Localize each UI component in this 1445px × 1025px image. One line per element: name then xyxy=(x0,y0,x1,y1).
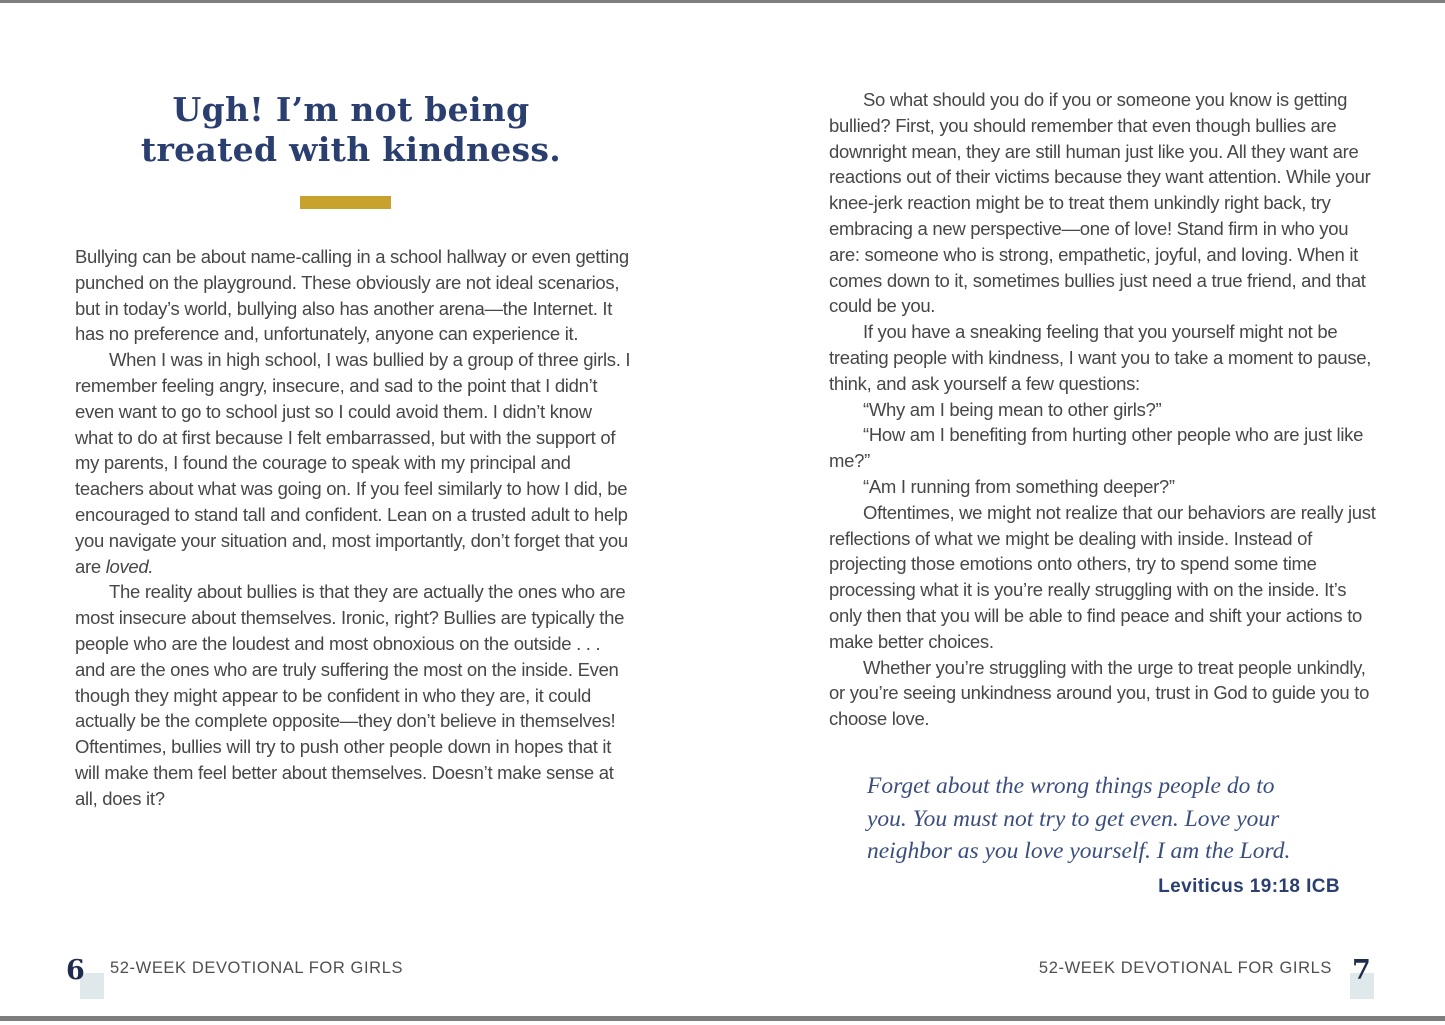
scripture-quote xyxy=(867,770,1357,868)
body-paragraph: Oftentimes, we might not realize that our behaviors are really just reflections of what we might be dealing with inside. Instead of projecting those emotions onto others, try to spend some time processing what it is you’re really struggling with on the inside. It’s only then that you will be able to find peace and shift your actions to make better choices. xyxy=(829,501,1376,652)
page-number-left xyxy=(66,956,106,1000)
page-number-value: 6 xyxy=(66,955,85,986)
body-paragraph: If you have a sneaking feeling that you yourself might not be treating people with kindness, I want you to take a moment to pause, think, and ask yourself a few questions: xyxy=(829,321,1372,394)
question-line: “Why am I being mean to other girls?” xyxy=(863,398,1162,420)
body-paragraph: Whether you’re struggling with the urge to treat people unkindly, or you’re seeing unkindness around you, trust in God to guide you to choose love. xyxy=(829,656,1370,730)
body-paragraph: So what should you do if you or someone you know is getting bullied? First, you should remember that even though bullies are downright mean, they are still human just like you. All they want are reactions out of their victims because they want attention. While your knee-jerk reaction might be to treat them unkindly right back, try embracing a new perspective—one of love! Stand firm in who you are: someone who is strong, empathetic, joyful, and loving. When it comes down to it, sometimes bullies just need a true friend, and that could be you. xyxy=(829,89,1371,317)
question-line: “Am I running from something deeper?” xyxy=(863,475,1175,497)
scripture-line: Forget about the wrong things people do to xyxy=(867,773,1275,799)
chapter-title xyxy=(75,90,627,170)
page-number-value: 7 xyxy=(1352,955,1371,986)
italic-emphasis: loved. xyxy=(105,555,154,577)
question-line: “How am I benefiting from hurting other people who are just like me?” xyxy=(829,424,1364,472)
scan-edge-bottom xyxy=(0,1016,1445,1021)
body-paragraph: The reality about bullies is that they are actually the ones who are most insecure about themselves. Ironic, right? Bullies are typically the people who are the loudest and most obnoxious on the outside . . . and are the ones who are truly suffering the most on the inside. Even though they might appear to be confident in who they are, it could actually be the complete opposite—they don’t believe in themselves! Oftentimes, bullies will try to push other people down in hopes that it will make them feel better about themselves. Doesn’t make sense at all, does it? xyxy=(75,581,626,809)
scripture-line: you. You must not try to get even. Love your xyxy=(867,805,1280,832)
chapter-title-line2: treated with kindness. xyxy=(140,130,562,169)
right-page-body xyxy=(829,87,1381,732)
chapter-title-line1: Ugh! I’m not being xyxy=(172,90,530,129)
body-paragraph xyxy=(75,347,631,579)
body-paragraph: Bullying can be about name-calling in a school hallway or even getting punched on the playground. These obviously are not ideal scenarios, but in today’s world, bullying also has another arena—the Internet. It has no preference and, unfortunately, anyone can experience it. xyxy=(75,246,629,345)
paragraph-text: When I was in high school, I was bullied by a group of three girls. I remember feeling angry, insecure, and sad to the point that I didn’t even want to go to school just so I could avoid them. I didn’t know what to do at first because I felt embarrassed, but with the support of my parents, I found the courage to speak with my principal and teachers about what was going on. If you feel similarly to how I did, be encouraged to stand tall and confident. Lean on a trusted adult to help you navigate your situation and, most importantly, don’t forget that you are xyxy=(75,349,631,577)
scripture-attribution: Leviticus 19:18 ICB xyxy=(1158,876,1340,897)
page-number-right xyxy=(1352,956,1392,1000)
scan-edge-top xyxy=(0,0,1445,3)
series-footer-right: 52-WEEK DEVOTIONAL FOR GIRLS xyxy=(1038,959,1332,977)
series-footer-left: 52-WEEK DEVOTIONAL FOR GIRLS xyxy=(110,959,404,977)
title-divider-bar xyxy=(300,196,391,209)
scripture-line: neighbor as you love yourself. I am the Lord. xyxy=(867,838,1291,864)
left-page-body xyxy=(75,244,631,812)
